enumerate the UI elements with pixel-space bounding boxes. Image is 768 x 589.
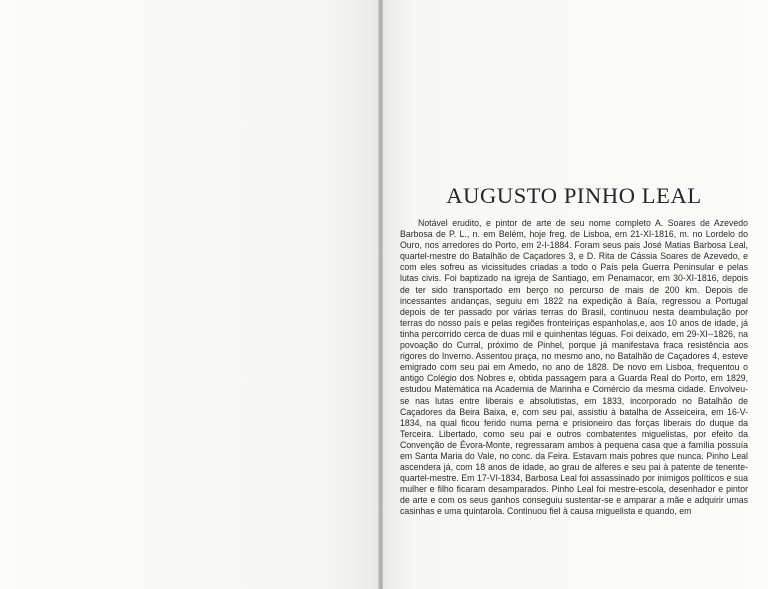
article-body: Notável erudito, e pintor de arte de seu nome completo A. Soares de Azevedo Barbosa de P. L., n. em Belém, hoje freg. de Lisboa, em 21-XI-1816, m. no Lordelo do Ouro, nos arredores do Porto, em 2-I-1884. Foram seus pais José Matias Barbosa Leal, quartel-mestre do Batalhão de Caçadores 3, e D. Rita de Cássia Soares de Azevedo, e com eles sofreu as vicissitudes criadas a todo o País pela Guerra Peninsular e pelas lutas civis. Foi baptizado na igreja de Santiago, em Penamacor, em 30-XI-1816, depois de ter sido transportado em berço no percurso de mais de 200 km. Depois de incessantes andanças, seguiu em 1822 na expedição à Baía, regressou a Portugal depois de ter passado por várias terras do Brasil, continuou nesta deambulação por terras do nosso país e pelas regiões fronteiriças espanholas,e, aos 10 anos de idade, já tinha percorrido cerca de duas mil e quinhentas léguas. Foi deixado, em 29-XI--1826, na povoação do Curral, próximo de Pinhel, porque já manifestava fraca resistência aos rigores do Inverno. Assentou praça, no mesmo ano, no Batalhão de Caçadores 4, esteve emigrado com seu pai em Amedo, no ano de 1828. De novo em Lisboa, frequentou o antigo Colégio dos Nobres e, obtida passagem para a Guarda Real do Porto, em 1829, estudou Matemática na Academia de Marinha e Comércio da mesma cidade. Envolveu-se nas lutas entre liberais e absolutistas, em 1833, incorporado no Batalhão de Caçadores da Beira Baixa, e, com seu pai, assistiu à batalha de Asseiceira, em 16-V-1834, na qual ficou ferido numa perna e prisioneiro das forças liberais do duque da Terceira. Libertado, como seu pai e outros combatentes miguelistas, por efeito da Convenção de Évora-Monte, regressaram ambos à pequena casa que a família possuía em Santa Maria do Vale, no conc. da Feira. Estavam mais pobres que nunca. Pinho Leal ascendera já, com 18 anos de idade, ao grau de alferes e seu pai à patente de tenente-quartel-mestre. Em 17-VI-1834, Barbosa Leal foi assassinado por inimigos políticos e sua mulher e filho ficaram desamparados. Pinho Leal foi mestre-escola, desenhador e pintor de arte e com os seus ganhos conseguiu sustentar-se e amparar a mãe e adquirir umas casinhas e uma quintarola. Continuou fiel à causa miguelista e quando, em [400,218,748,517]
article-title: AUGUSTO PINHO LEAL [446,183,702,208]
left-page-blank [0,0,381,589]
biography-article [400,183,748,518]
